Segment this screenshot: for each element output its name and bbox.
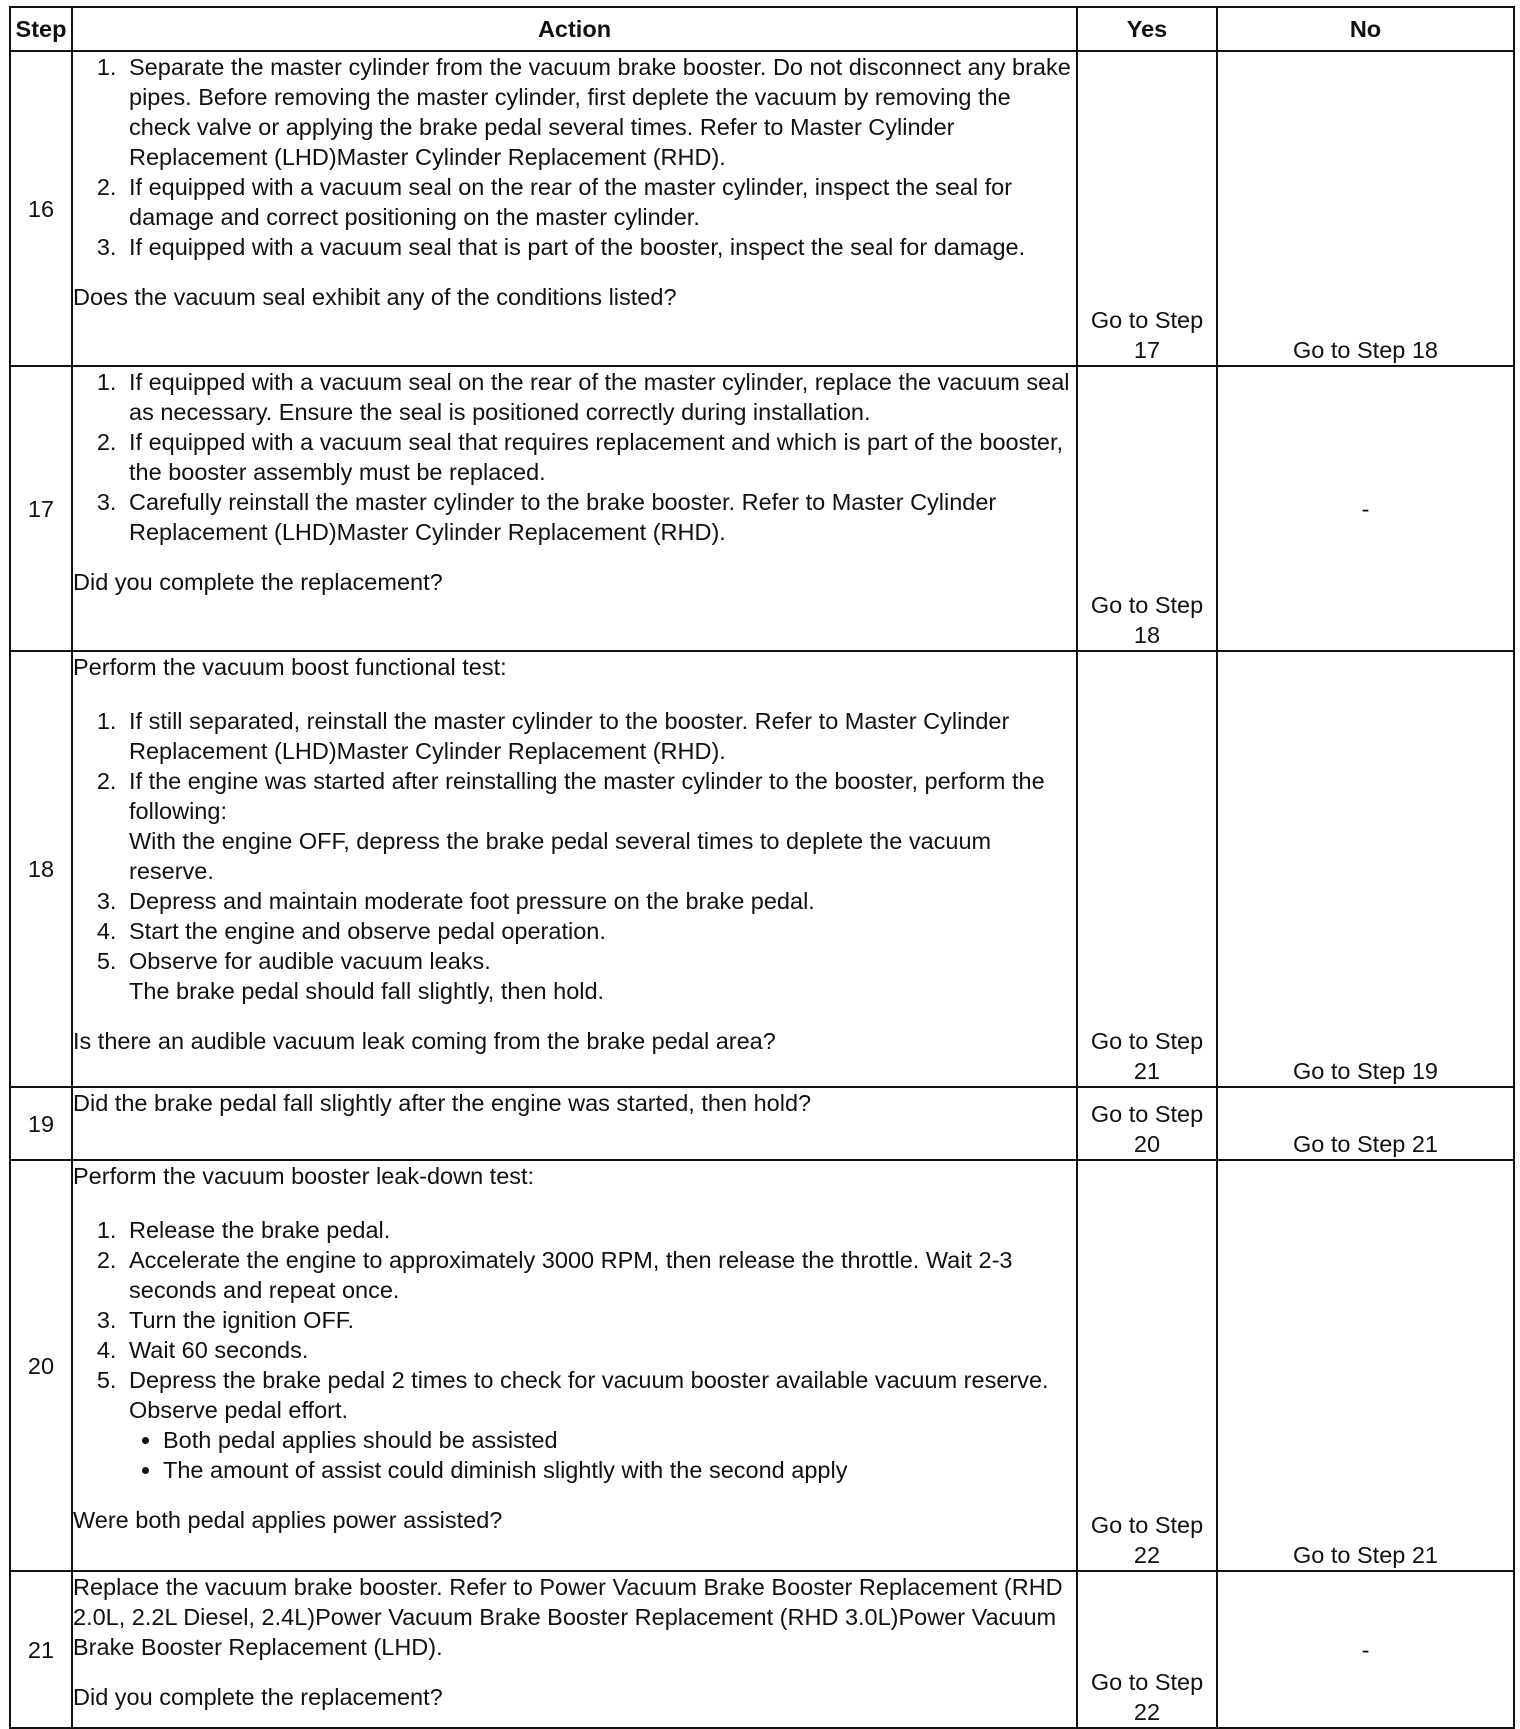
yes-cell [1077,366,1217,651]
list-item: 3. Turn the ignition OFF. [123,1305,1076,1335]
table-row [10,366,1514,651]
action-cell [72,366,1077,651]
list-item-note: The brake pedal should fall slightly, then hold. [129,978,605,1004]
no-cell: Go to Step 21 [1217,1087,1514,1160]
list-item-text: Depress the brake pedal 2 times to check for vacuum booster available vacuum reserve. Observe pedal effort. [129,1367,1049,1423]
procedure-list [73,1215,1076,1485]
procedure-list [73,706,1076,1006]
list-item: 4. Wait 60 seconds. [123,1335,1076,1365]
step-number: 21 [10,1571,72,1728]
list-item: 2. If equipped with a vacuum seal that requires replacement and which is part of the booster, the booster assembly must be replaced. [123,427,1076,487]
list-item: 1. If still separated, reinstall the master cylinder to the booster. Refer to Master Cylinder Replacement (LHD)Master Cylinder Replacement (RHD). [123,706,1076,766]
header-step: Step [10,7,72,51]
list-item: 3. If equipped with a vacuum seal that is part of the booster, inspect the seal for damage. [123,232,1076,262]
no-cell: - [1217,366,1514,651]
intro-text: Perform the vacuum boost functional test: [73,654,507,680]
list-item: 2. Accelerate the engine to approximately 3000 RPM, then release the throttle. Wait 2-3 seconds and repeat once. [123,1245,1076,1305]
yes-label: Go to Step [1090,1101,1204,1127]
list-item-note: With the engine OFF, depress the brake pedal several times to deplete the vacuum reserve. [129,828,992,884]
list-item: 2. If equipped with a vacuum seal on the rear of the master cylinder, inspect the seal for damage and correct positioning on the master cylinder. [123,172,1076,232]
procedure-list [73,52,1076,262]
intro-text: Perform the vacuum booster leak-down test: [73,1163,535,1189]
yes-cell [1077,51,1217,366]
list-item [123,946,1076,1006]
action-cell [72,651,1077,1087]
header-action: Action [72,7,1077,51]
header-row [10,7,1514,51]
table-row [10,51,1514,366]
bullet-item: • The amount of assist could diminish slightly with the second apply [163,1455,1076,1485]
table-row [10,1571,1514,1728]
list-item-text: If the engine was started after reinstalling the master cylinder to the booster, perform the following: [129,768,1045,824]
bullet-list [129,1425,1076,1485]
yes-cell [1077,651,1217,1087]
action-cell [72,1571,1077,1728]
action-cell [72,51,1077,366]
step-number: 16 [10,51,72,366]
no-cell: Go to Step 18 [1217,51,1514,366]
question-text: Did you complete the replacement? [73,569,443,595]
yes-cell [1077,1571,1217,1728]
yes-step: 18 [1133,622,1161,648]
yes-label: Go to Step [1090,1028,1204,1054]
header-no: No [1217,7,1514,51]
action-cell [72,1160,1077,1571]
no-cell: Go to Step 21 [1217,1160,1514,1571]
intro-text: Replace the vacuum brake booster. Refer to Power Vacuum Brake Booster Replacement (RHD 2.0L, 2.2L Diesel, 2.4L)Power Vacuum Brake Booster Replacement (RHD 3.0L)Power Vacuum Brake Booster Replacement (LHD). [73,1574,1063,1660]
bullet-item: • Both pedal applies should be assisted [163,1425,1076,1455]
list-item: 4. Start the engine and observe pedal operation. [123,916,1076,946]
list-item [123,1365,1076,1485]
yes-step: 22 [1133,1699,1161,1725]
step-number: 17 [10,366,72,651]
list-item: 3. Carefully reinstall the master cylinder to the brake booster. Refer to Master Cylinder Replacement (LHD)Master Cylinder Replacement (RHD). [123,487,1076,547]
no-cell: - [1217,1571,1514,1728]
action-cell [72,1087,1077,1160]
table-row [10,1087,1514,1160]
step-number: 18 [10,651,72,1087]
list-item: 1. Separate the master cylinder from the vacuum brake booster. Do not disconnect any brake pipes. Before removing the master cylinder, first deplete the vacuum by removing the check valve or applying the brake pedal several times. Refer to Master Cylinder Replacement (LHD)Master Cylinder Replacement (RHD). [123,52,1076,172]
question-text: Were both pedal applies power assisted? [73,1507,503,1533]
list-item: 1. If equipped with a vacuum seal on the rear of the master cylinder, replace the vacuum seal as necessary. Ensure the seal is positioned correctly during installation. [123,367,1076,427]
step-number: 19 [10,1087,72,1160]
question-text: Did the brake pedal fall slightly after the engine was started, then hold? [73,1090,812,1116]
yes-step: 21 [1133,1058,1161,1084]
yes-label: Go to Step [1090,307,1204,333]
question-text: Is there an audible vacuum leak coming from the brake pedal area? [73,1028,776,1054]
yes-label: Go to Step [1090,1669,1204,1695]
yes-step: 22 [1133,1542,1161,1568]
yes-label: Go to Step [1090,592,1204,618]
procedure-list [73,367,1076,547]
no-cell: Go to Step 19 [1217,651,1514,1087]
yes-cell [1077,1087,1217,1160]
question-text: Did you complete the replacement? [73,1684,443,1710]
list-item: 1. Release the brake pedal. [123,1215,1076,1245]
list-item [123,766,1076,886]
header-yes: Yes [1077,7,1217,51]
step-number: 20 [10,1160,72,1571]
list-item: 3. Depress and maintain moderate foot pressure on the brake pedal. [123,886,1076,916]
yes-cell [1077,1160,1217,1571]
diagnostic-table [9,6,1515,1729]
list-item-text: Observe for audible vacuum leaks. [129,948,491,974]
table-row [10,651,1514,1087]
yes-step: 20 [1133,1131,1161,1157]
question-text: Does the vacuum seal exhibit any of the conditions listed? [73,284,677,310]
yes-step: 17 [1133,337,1161,363]
yes-label: Go to Step [1090,1512,1204,1538]
table-row [10,1160,1514,1571]
